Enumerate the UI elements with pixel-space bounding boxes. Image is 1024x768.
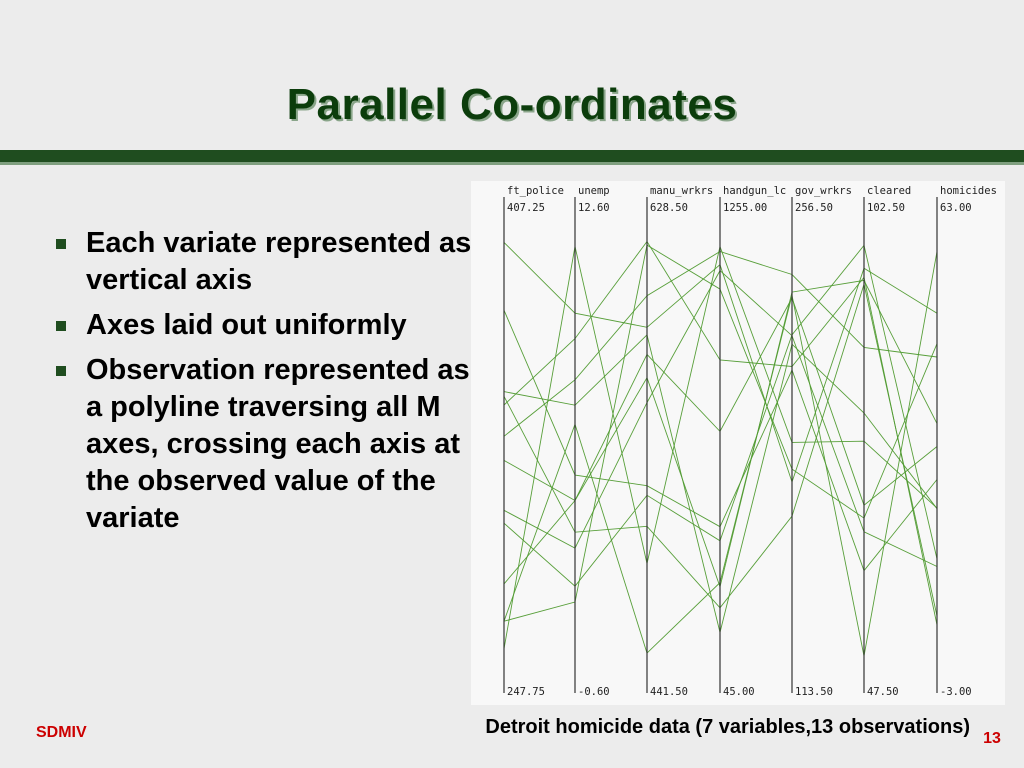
- bullet-item: [52, 352, 472, 537]
- square-bullet-icon: [56, 239, 66, 249]
- axis-name-label: unemp: [578, 185, 610, 197]
- axis-max-label: 12.60: [578, 202, 610, 214]
- title-rule: [0, 150, 1024, 162]
- bullet-text: Axes laid out uniformly: [86, 309, 407, 341]
- square-bullet-icon: [56, 321, 66, 331]
- axis-max-label: 407.25: [507, 202, 545, 214]
- axis-min-label: 113.50: [795, 686, 833, 698]
- parallel-coordinates-svg: [471, 181, 1005, 705]
- axis-min-label: 247.75: [507, 686, 545, 698]
- figure-caption: Detroit homicide data (7 variables,13 observations): [485, 716, 970, 738]
- bullet-item: [52, 307, 472, 344]
- axis-name-label: ft_police: [507, 185, 564, 197]
- axis-max-label: 102.50: [867, 202, 905, 214]
- axis-min-label: -3.00: [940, 686, 972, 698]
- bullet-list: [52, 225, 472, 545]
- square-bullet-icon: [56, 366, 66, 376]
- title-rule-accent: [0, 162, 1024, 165]
- axis-name-label: gov_wrkrs: [795, 185, 852, 197]
- bullet-text: Observation represented as a polyline traversing all M axes, crossing each axis at the observed value of the variate: [86, 354, 470, 534]
- slide-title: Parallel Co-ordinates: [286, 80, 738, 129]
- bullet-text: Each variate represented as vertical axis: [86, 227, 472, 296]
- parallel-coordinates-plot: [471, 181, 1005, 705]
- page-number: 13: [983, 730, 1001, 747]
- axis-max-label: 628.50: [650, 202, 688, 214]
- axis-min-label: 47.50: [867, 686, 899, 698]
- axis-name-label: manu_wrkrs: [650, 185, 714, 197]
- axis-max-label: 1255.00: [723, 202, 768, 214]
- bullet-item: [52, 225, 472, 299]
- axis-max-label: 256.50: [795, 202, 833, 214]
- axis-max-label: 63.00: [940, 202, 972, 214]
- axis-min-label: 45.00: [723, 686, 755, 698]
- axis-min-label: 441.50: [650, 686, 688, 698]
- axis-min-label: -0.60: [578, 686, 610, 698]
- axis-name-label: cleared: [867, 185, 912, 197]
- axis-name-label: homicides: [940, 185, 997, 197]
- axis-name-label: handgun_lc: [723, 185, 787, 197]
- footer-label: SDMIV: [36, 724, 87, 741]
